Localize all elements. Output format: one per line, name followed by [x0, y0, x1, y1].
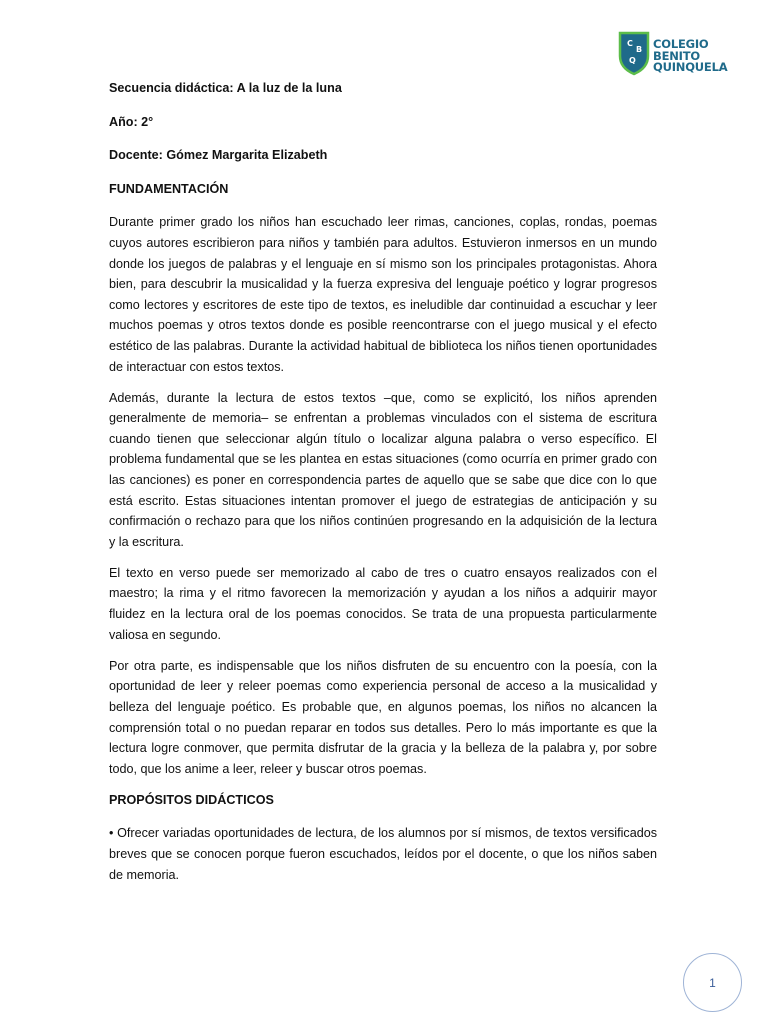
- svg-text:B: B: [636, 45, 643, 54]
- page-number: 1: [683, 953, 742, 1012]
- logo-line-2: BENITO: [653, 48, 700, 63]
- school-year: Año: 2°: [109, 114, 154, 129]
- teacher-name: Docente: Gómez Margarita Elizabeth: [109, 148, 328, 163]
- school-logo: [617, 30, 737, 80]
- section-heading-propositos: PROPÓSITOS DIDÁCTICOS: [109, 792, 274, 807]
- logo-wordmark: [653, 39, 727, 74]
- paragraph: El texto en verso puede ser memorizado al cabo de tres o cuatro ensayos realizados con el maestro; la rima y el ritmo favorecen la memorización y ayudan a los niños a adquirir mayor fluidez en la lectura oral de los poemas conocidos. Se trata de una propuesta particularmente valiosa en segundo.: [109, 565, 657, 642]
- document-title: Secuencia didáctica: A la luz de la luna: [109, 81, 342, 95]
- section-heading-fundamentacion: FUNDAMENTACIÓN: [109, 181, 229, 196]
- logo-line-1: COLEGIO: [653, 37, 709, 51]
- shield-emblem-icon: [617, 30, 651, 76]
- svg-text:C: C: [627, 39, 633, 48]
- paragraph: Por otra parte, es indispensable que los niños disfruten de su encuentro con la poesía, con la oportunidad de leer y releer poemas como experiencia personal de acceso a la musicalidad y belleza del lenguaje poético. Es probable que, en algunos poemas, los niños no alcancen la comprensión total o no puedan reparar en todos sus detalles. Pero lo más importante es que la lectura logre conmover, que permita disfrutar de la gracia y la belleza de la palabra y, por sobre todo, que los anime a leer, releer y buscar otros poemas.: [109, 658, 657, 776]
- logo-line-3: QUINQUELA: [653, 60, 728, 74]
- svg-text:Q: Q: [629, 56, 636, 65]
- paragraph: Además, durante la lectura de estos textos –que, como se explicitó, los niños aprenden generalmente de memoria– se enfrentan a problemas vinculados con el sistema de escritura cuando tienen que seleccionar algún título o localizar alguna palabra o verso específico. El problema fundamental que se les plantea en estas situaciones (como ocurría en primer grado con las canciones) es poner en correspondencia partes de aquello que se sabe que dice con lo que está escrito. Estas situaciones intentan promover el juego de estrategias de anticipación y su confirmación o rechazo para que los niños continúen progresando en la adquisición de la lectura y la escritura.: [109, 390, 657, 549]
- document-body: [109, 78, 657, 896]
- bullet-item: • Ofrecer variadas oportunidades de lectura, de los alumnos por sí mismos, de textos versificados breves que se conocen porque fueron escuchados, leídos por el docente, o que los niños saben de memoria.: [109, 826, 657, 882]
- paragraph: Durante primer grado los niños han escuchado leer rimas, canciones, coplas, rondas, poemas cuyos autores escribieron para niños y también para adultos. Estuvieron inmersos en un mundo donde los juegos de palabras y el lenguaje en sí mismo son los principales protagonistas. Ahora bien, para descubrir la musicalidad y la fuerza expresiva del lenguaje poético y lograr progresos como lectores y escritores de este tipo de textos, es ineludible dar continuidad a escuchar y leer muchos poemas y otros textos donde es posible reencontrarse con el juego musical y el efecto estético de las palabras. Durante la actividad habitual de biblioteca los niños tienen oportunidades de interactuar con estos textos.: [109, 215, 657, 374]
